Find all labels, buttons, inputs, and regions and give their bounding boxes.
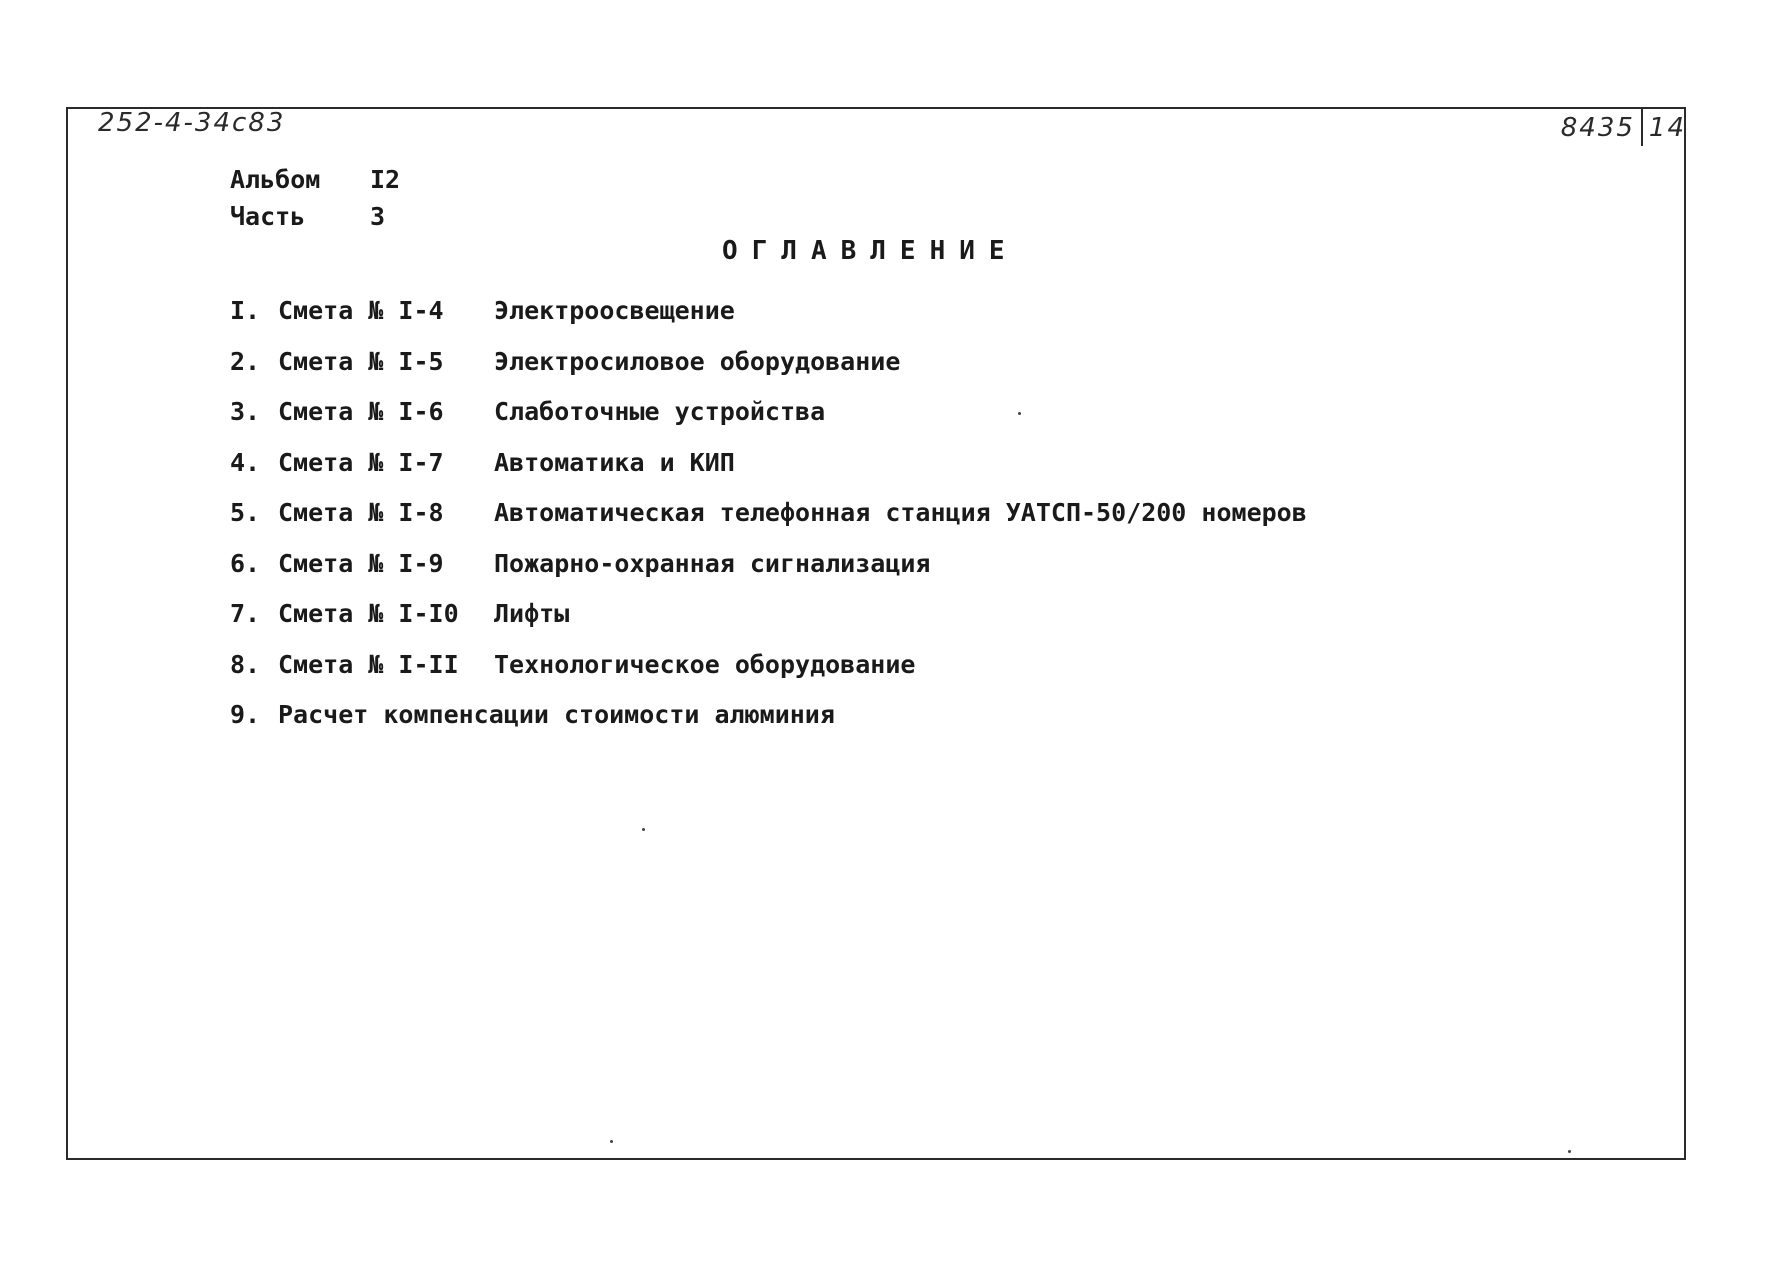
table-of-contents bbox=[230, 296, 1307, 751]
toc-item-ref: Смета № I-II bbox=[278, 649, 459, 679]
sheet-number-divider bbox=[1641, 108, 1643, 146]
toc-item-title: Автоматика и КИП bbox=[494, 447, 735, 477]
album-label: Альбом bbox=[230, 165, 321, 194]
toc-item-title: Пожарно-охранная сигнализация bbox=[494, 548, 931, 578]
toc-item-ref: Смета № I-5 bbox=[278, 346, 444, 376]
toc-item-ref: Смета № I-6 bbox=[278, 397, 444, 426]
toc-item-title: Технологическое оборудование bbox=[494, 649, 916, 679]
toc-item bbox=[230, 448, 1307, 499]
toc-item-ref: Смета № I-7 bbox=[278, 447, 444, 477]
toc-item-ref: Смета № I-4 bbox=[278, 296, 444, 325]
document-code: 252-4-34с83 bbox=[98, 108, 286, 138]
album-line bbox=[230, 165, 400, 194]
toc-item-number: 7. bbox=[230, 599, 261, 628]
toc-item bbox=[230, 347, 1307, 398]
toc-item-number: I. bbox=[230, 296, 261, 325]
toc-item-number: 4. bbox=[230, 447, 261, 477]
toc-item-number: 5. bbox=[230, 498, 261, 527]
toc-item-number: 9. bbox=[230, 700, 261, 729]
toc-item-title: Расчет компенсации стоимости алюминия bbox=[278, 700, 835, 729]
part-line bbox=[230, 202, 385, 231]
toc-item-title: Слаботочные устройства bbox=[494, 397, 826, 426]
toc-item bbox=[230, 397, 1307, 448]
toc-item-ref: Смета № I-8 bbox=[278, 498, 444, 527]
sheet-number-left: 8435 bbox=[1560, 113, 1635, 143]
toc-item bbox=[230, 296, 1307, 347]
toc-item-number: 6. bbox=[230, 548, 261, 578]
scan-speck bbox=[642, 828, 645, 831]
scan-speck bbox=[610, 1140, 613, 1143]
toc-item-number: 3. bbox=[230, 397, 261, 426]
scan-speck bbox=[1568, 1150, 1571, 1153]
toc-item bbox=[230, 650, 1307, 701]
part-label: Часть bbox=[230, 202, 306, 231]
toc-item-ref: Смета № I-9 bbox=[278, 548, 444, 578]
sheet-number bbox=[1561, 108, 1686, 146]
toc-item-title: Лифты bbox=[494, 599, 570, 628]
toc-item-title: Электросиловое оборудование bbox=[494, 346, 901, 376]
toc-item-title: Автоматическая телефонная станция УАТСП-50/200 номеров bbox=[494, 498, 1307, 527]
sheet-number-right: 14 bbox=[1648, 113, 1686, 143]
toc-item-title: Электроосвещение bbox=[494, 296, 735, 325]
toc-item-ref: Смета № I-I0 bbox=[278, 599, 459, 628]
toc-item-number: 2. bbox=[230, 346, 261, 376]
toc-item bbox=[230, 599, 1307, 650]
part-value: 3 bbox=[370, 202, 386, 231]
scan-speck bbox=[1018, 412, 1021, 415]
toc-item bbox=[230, 498, 1307, 549]
page-title: ОГЛАВЛЕНИЕ bbox=[722, 236, 1019, 266]
toc-item-number: 8. bbox=[230, 649, 261, 679]
toc-item bbox=[230, 700, 1307, 751]
album-value: I2 bbox=[370, 165, 401, 194]
toc-item bbox=[230, 549, 1307, 600]
